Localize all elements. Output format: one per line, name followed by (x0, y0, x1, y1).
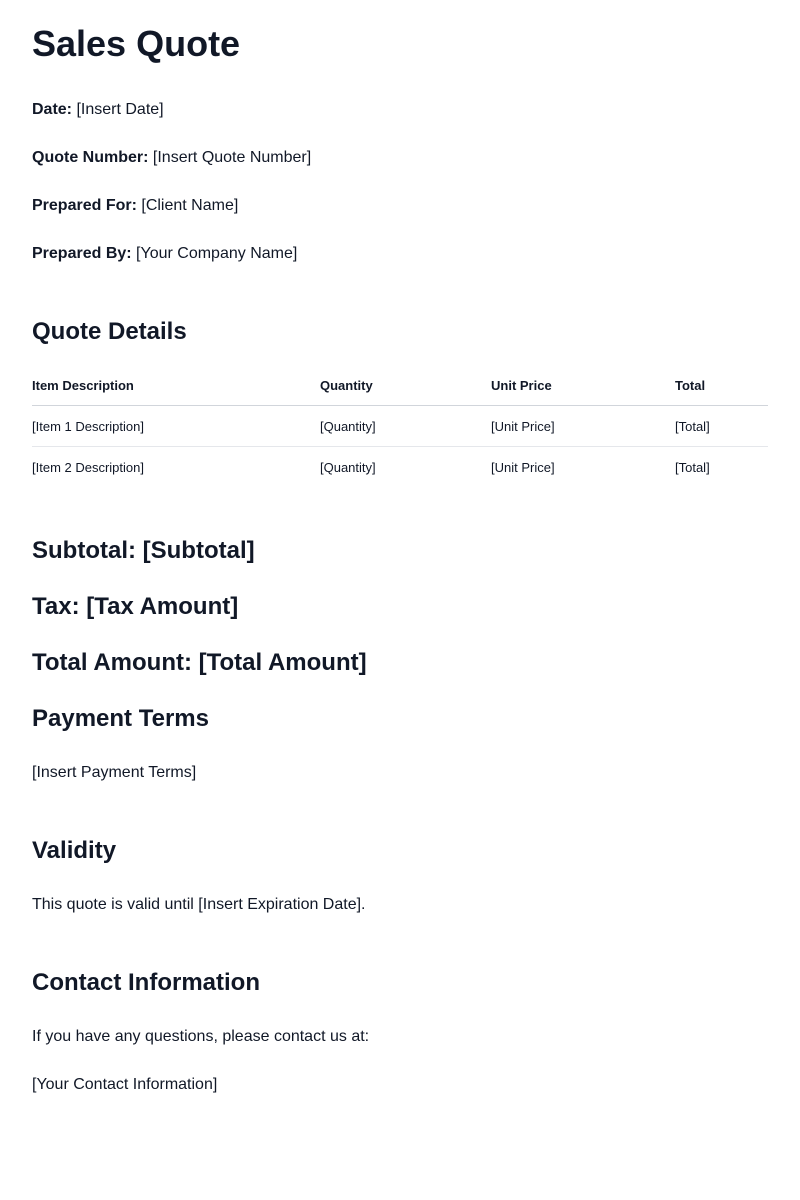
prepared-for-label: Prepared For: (32, 197, 137, 214)
quote-number-value: [Insert Quote Number] (152, 149, 312, 166)
item-description-cell: [Item 1 Description] (32, 406, 320, 447)
item-description-cell: [Item 2 Description] (32, 459, 144, 475)
contact-info-text: [Your Contact Information] (32, 1076, 218, 1093)
prepared-for-value: [Client Name] (141, 197, 239, 214)
payment-terms-heading: Payment Terms (32, 705, 209, 732)
total-cell: [Total] (675, 406, 768, 447)
payment-terms-text: [Insert Payment Terms] (32, 764, 197, 781)
unit-price-cell: [Unit Price] (491, 406, 675, 447)
table-row (32, 406, 768, 447)
quote-number-label: Quote Number: (32, 149, 149, 166)
quote-number-line (32, 147, 311, 169)
column-header-unit-price: Unit Price (491, 365, 675, 406)
date-label: Date: (32, 101, 73, 118)
validity-heading: Validity (32, 837, 117, 864)
table-header-row (32, 365, 768, 406)
subtotal-heading: Subtotal: [Subtotal] (32, 537, 255, 564)
contact-information-heading: Contact Information (32, 969, 260, 996)
quote-details-heading: Quote Details (32, 318, 187, 345)
prepared-by-label: Prepared By: (32, 245, 132, 262)
prepared-by-line (32, 243, 297, 265)
unit-price-cell: [Unit Price] (491, 459, 555, 475)
validity-text: This quote is valid until [Insert Expiration Date]. (32, 896, 366, 913)
quantity-cell: [Quantity] (320, 459, 376, 475)
column-header-item-description: Item Description (32, 365, 320, 406)
total-cell: [Total] (675, 459, 710, 475)
date-value: [Insert Date] (76, 101, 164, 118)
tax-heading: Tax: [Tax Amount] (32, 593, 239, 620)
prepared-for-line (32, 195, 238, 217)
column-header-quantity: Quantity (320, 365, 491, 406)
total-amount-heading: Total Amount: [Total Amount] (32, 649, 367, 676)
table-row (32, 447, 768, 488)
page-title: Sales Quote (32, 23, 241, 64)
quantity-cell: [Quantity] (320, 406, 491, 447)
date-line (32, 99, 164, 121)
column-header-total: Total (675, 365, 768, 406)
contact-text: If you have any questions, please contact us at: (32, 1028, 370, 1045)
quote-items-table (32, 365, 768, 487)
prepared-by-value: [Your Company Name] (136, 245, 298, 262)
